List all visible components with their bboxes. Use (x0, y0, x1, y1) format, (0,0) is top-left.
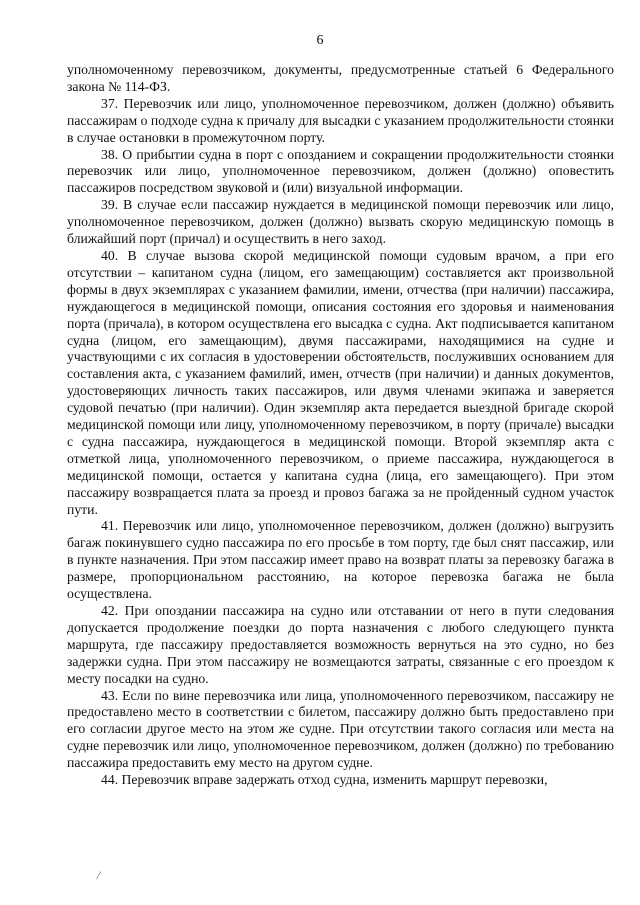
page-number: 6 (316, 33, 324, 48)
page-body (67, 62, 614, 789)
paragraph-44: 44. Перевозчик вправе задержать отход судна, изменить маршрут перевозки, (101, 772, 548, 788)
paragraph-40: 40. В случае вызова скорой медицинской помощи судовым врачом, а при его отсутствии – капитаном судна (лицом, его замещающим) составляется акт произвольной формы в двух экземплярах с указанием фамилии, имени, отчества (при наличии) пассажира, нуждающегося в медицинской помощи, описания состояния его здоровья и наименования порта (причала), в котором осуществлена его высадка с судна. Акт подписывается капитаном судна (лицом, его замещающим), двумя пассажирами, находящимися на судне и участвующими с их согласия в удостоверении обстоятельств, послуживших основанием для составления акта, с указанием фамилий, имен, отчеств (при наличии) и данных документов, удостоверяющих личность таких пассажиров, или двумя членами экипажа и заверяется судовой печатью (при наличии). Один экземпляр акта передается выездной бригаде скорой медицинской помощи или лицу, уполномоченному перевозчиком, в порту (причале) высадки с судна пассажира, нуждающегося в медицинской помощи. Второй экземпляр акта с отметкой лица, уполномоченного перевозчиком, о приеме пассажира, нуждающегося в медицинской помощи, остается у капитана судна (лица, его замещающего). При этом пассажиру возвращается плата за проезд и провоз багажа за не пройденный судном участок пути. (67, 247, 614, 517)
paragraph-continuation: уполномоченному перевозчиком, документы, предусмотренные статьей 6 Федерального закона № 114-ФЗ. (67, 62, 614, 94)
paragraph-39: 39. В случае если пассажир нуждается в медицинской помощи перевозчик или лицо, уполномоченное перевозчиком, должен (должно) вызвать скорую медицинскую помощь в ближайший порт (причал) и осуществить в него заход. (67, 197, 614, 247)
paragraph-43: 43. Если по вине перевозчика или лица, уполномоченного перевозчиком, пассажиру не предоставлено место в соответствии с билетом, пассажиру должно быть предоставлено при его согласии другое место на этом же судне. При отсутствии такого согласия или места на судне перевозчик или лицо, уполномоченное перевозчиком, должен (должно) по требованию пассажира предоставить ему место на другом судне. (67, 687, 614, 771)
margin-mark: / (95, 867, 102, 883)
paragraph-42: 42. При опоздании пассажира на судно или отставании от него в пути следования допускается продолжение поездки до порта назначения с любого следующего пункта маршрута, где пассажиру предоставляется возможность вернуться на это судно, но без задержки судна. При этом пассажиру не возмещаются затраты, связанные с его проездом к месту посадки на судно. (67, 603, 614, 686)
paragraph-38: 38. О прибытии судна в порт с опозданием и сокращении продолжительности стоянки перевозчик или лицо, уполномоченное перевозчиком, должен (должно) оповестить пассажиров посредством звуковой и (или) визуальной информации. (67, 146, 614, 196)
paragraph-41: 41. Перевозчик или лицо, уполномоченное перевозчиком, должен (должно) выгрузить багаж покинувшего судно пассажира по его просьбе в том порту, где был снят пассажир, или в пункте назначения. При этом пассажир имеет право на возврат платы за перевозку багажа в размере, пропорциональном расстоянию, на которое перевозка багажа не была осуществлена. (67, 518, 614, 602)
paragraph-37: 37. Перевозчик или лицо, уполномоченное перевозчиком, должен (должно) объявить пассажирам о подходе судна к причалу для высадки с указанием продолжительности стоянки в случае остановки в промежуточном порту. (67, 95, 614, 145)
